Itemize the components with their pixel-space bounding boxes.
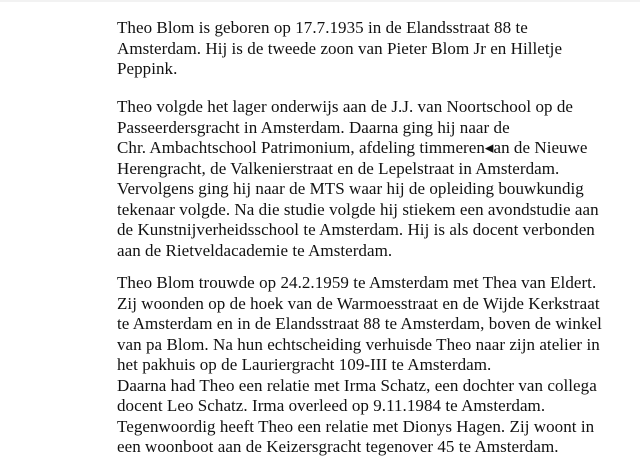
text-line: Passeerdersgracht in Amsterdam. Daarna ging hij naar de	[117, 117, 510, 137]
text-line: een woonboot aan de Keizersgracht tegenover 45 te Amsterdam.	[117, 437, 559, 456]
text-line: Daarna had Theo een relatie met Irma Schatz, een dochter van collega	[117, 375, 597, 395]
text-line: Amsterdam. Hij is de tweede zoon van Pieter Blom Jr en Hilletje	[117, 38, 563, 58]
text-line: Peppink.	[117, 59, 178, 78]
text-line: Tegenwoordig heeft Theo een relatie met Dionys Hagen. Zij woont in	[117, 416, 595, 436]
text-line: te Amsterdam en in de Elandsstraat 88 te Amsterdam, boven de winkel	[117, 314, 602, 333]
text-line: Herengracht, de Valkenierstraat en de Lepelstraat in Amsterdam.	[117, 158, 560, 178]
text-line: Vervolgens ging hij naar de MTS waar hij de opleiding bouwkundig	[117, 179, 584, 198]
text-line: Chr. Ambachtschool Patrimonium, afdeling timmeren◂an de Nieuwe	[117, 138, 588, 157]
page-top-edge	[0, 0, 640, 2]
text-line: Theo Blom trouwde op 24.2.1959 te Amsterdam met Thea van Eldert.	[117, 273, 597, 292]
text-line: van pa Blom. Na hun echtscheiding verhuisde Theo naar zijn atelier in	[117, 334, 600, 354]
text-line: de Kunstnijverheidsschool te Amsterdam. Hij is als docent verbonden	[117, 220, 595, 239]
text-line: Zij woonden op de hoek van de Warmoesstraat en de Wijde Kerkstraat	[117, 293, 600, 313]
text-line: Theo volgde het lager onderwijs aan de J.J. van Noortschool op de	[117, 97, 573, 116]
paragraph-birth	[117, 18, 562, 80]
text-line: docent Leo Schatz. Irma overleed op 9.11.1984 te Amsterdam.	[117, 396, 546, 415]
paragraph-marriage	[117, 273, 602, 458]
paragraph-education	[117, 97, 599, 261]
text-line: tekenaar volgde. Na die studie volgde hij stiekem een avondstudie aan	[117, 199, 599, 219]
text-line: Theo Blom is geboren op 17.7.1935 in de Elandsstraat 88 te	[117, 18, 528, 37]
text-line: aan de Rietveldacademie te Amsterdam.	[117, 240, 393, 260]
text-line: het pakhuis op de Lauriergracht 109-III te Amsterdam.	[117, 355, 492, 374]
